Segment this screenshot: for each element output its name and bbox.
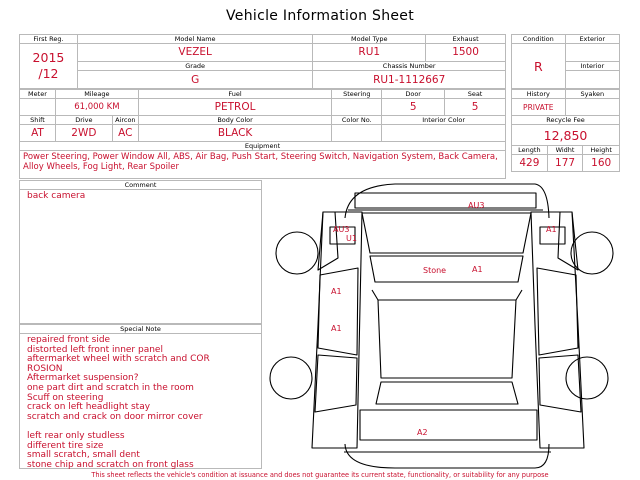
roof-panel-line bbox=[372, 290, 522, 300]
seat-value: 5 bbox=[445, 99, 506, 116]
mileage-value: 61,000 KM bbox=[55, 99, 138, 116]
front-grille-box bbox=[355, 193, 536, 208]
special-note-line: Aftermarket suspension? bbox=[27, 373, 139, 384]
width-value: 177 bbox=[547, 155, 583, 172]
special-note-line: one part dirt and scratch in the room bbox=[27, 382, 194, 393]
special-note-box bbox=[19, 324, 262, 469]
interior-value bbox=[565, 71, 619, 89]
special-note-line: stone chip and scratch on front glass bbox=[27, 459, 194, 470]
height-value: 160 bbox=[583, 155, 620, 172]
steering-label: Steering bbox=[332, 90, 382, 99]
damage-bottom: A2 bbox=[417, 428, 428, 437]
grade-label: Grade bbox=[77, 61, 312, 71]
length-value: 429 bbox=[512, 155, 548, 172]
car-damage-diagram bbox=[262, 180, 638, 470]
special-note-line: scratch and crack on door mirror cover bbox=[27, 411, 203, 422]
history-table bbox=[511, 89, 620, 172]
length-label: Length bbox=[512, 146, 548, 155]
seat-label: Seat bbox=[445, 90, 506, 99]
shift-value: AT bbox=[20, 125, 56, 142]
right-front-door bbox=[537, 268, 578, 355]
right-rear-door bbox=[539, 355, 581, 412]
condition-table bbox=[511, 34, 620, 89]
condition-value: R bbox=[512, 44, 566, 89]
damage-front-left-2: U1 bbox=[346, 234, 357, 243]
chassis-number-label: Chassis Number bbox=[313, 61, 506, 71]
color-no-value bbox=[332, 125, 382, 142]
aircon-label: Aircon bbox=[112, 116, 138, 125]
recycle-fee-value: 12,850 bbox=[512, 125, 620, 146]
damage-front-right: A1 bbox=[546, 225, 557, 234]
special-note-line: small scratch, small dent bbox=[27, 450, 140, 461]
fuel-label: Fuel bbox=[138, 90, 332, 99]
rear-glass bbox=[376, 382, 518, 404]
equipment-label: Equipment bbox=[20, 142, 506, 151]
model-name-label: Model Name bbox=[77, 35, 312, 44]
body-color-label: Body Color bbox=[138, 116, 332, 125]
door-label: Door bbox=[382, 90, 445, 99]
left-rear-door bbox=[315, 355, 357, 412]
exhaust-value: 1500 bbox=[426, 44, 506, 62]
special-note-line: repaired front side bbox=[27, 335, 111, 345]
disclaimer-footer: This sheet reflects the vehicle's condition at issuance and does not guarantee its current state, functionality, or suitability for any purpose bbox=[91, 471, 549, 479]
damage-windshield-stone: Stone bbox=[423, 266, 447, 275]
color-no-label: Color No. bbox=[332, 116, 382, 125]
meter-value bbox=[20, 99, 56, 116]
damage-windshield-a1: A1 bbox=[472, 265, 483, 274]
comment-box bbox=[19, 180, 262, 324]
condition-label: Condition bbox=[512, 35, 566, 44]
aircon-value: AC bbox=[112, 125, 138, 142]
door-value: 5 bbox=[382, 99, 445, 116]
damage-top: AU3 bbox=[468, 201, 485, 210]
recycle-fee-label: Recycle Fee bbox=[512, 116, 620, 125]
interior-color-label: Interior Color bbox=[382, 116, 506, 125]
syaken-label: Syaken bbox=[565, 90, 619, 99]
steering-value bbox=[332, 99, 382, 116]
vehicle-id-table bbox=[19, 34, 506, 89]
vehicle-spec-table bbox=[19, 89, 506, 179]
wheel-rear-right bbox=[566, 357, 608, 399]
exterior-label: Exterior bbox=[565, 35, 619, 44]
syaken-value bbox=[565, 99, 619, 116]
damage-front-left-1: AU3 bbox=[333, 225, 350, 234]
width-label: Widht bbox=[547, 146, 583, 155]
exhaust-label: Exhaust bbox=[426, 35, 506, 44]
model-name-value: VEZEL bbox=[77, 44, 312, 62]
special-note-line: different tire size bbox=[27, 440, 104, 451]
special-note-line: crack on left headlight stay bbox=[27, 402, 151, 413]
damage-left-rear-door: A1 bbox=[331, 324, 342, 333]
first-reg-year: 2015 bbox=[32, 50, 65, 65]
car-rear-outline bbox=[345, 444, 549, 468]
body-color-value: BLACK bbox=[138, 125, 332, 142]
drive-value: 2WD bbox=[55, 125, 112, 142]
page-title: Vehicle Information Sheet bbox=[226, 8, 414, 24]
meter-label: Meter bbox=[20, 90, 56, 99]
mileage-label: Mileage bbox=[55, 90, 138, 99]
first-reg-value bbox=[20, 44, 78, 89]
special-note-line: ROSION bbox=[27, 363, 63, 374]
interior-label: Interior bbox=[565, 61, 619, 71]
hood bbox=[362, 213, 531, 253]
special-note-line: Scuff on steering bbox=[27, 392, 104, 403]
grade-value: G bbox=[77, 71, 312, 89]
exterior-value bbox=[565, 44, 619, 62]
damage-left-front-door: A1 bbox=[331, 287, 342, 296]
comment-label: Comment bbox=[20, 181, 261, 190]
first-reg-label: First Reg. bbox=[20, 35, 78, 44]
roof bbox=[378, 300, 516, 378]
special-note-label: Special Note bbox=[20, 325, 261, 334]
chassis-number-value: RU1-1112667 bbox=[313, 71, 506, 89]
wheel-front-left bbox=[276, 232, 318, 274]
history-value: PRIVATE bbox=[512, 99, 566, 116]
history-label: History bbox=[512, 90, 566, 99]
special-note-line: aftermarket wheel with scratch and COR bbox=[27, 354, 210, 365]
drive-label: Drive bbox=[55, 116, 112, 125]
first-reg-month: /12 bbox=[38, 66, 59, 81]
shift-label: Shift bbox=[20, 116, 56, 125]
fuel-value: PETROL bbox=[138, 99, 332, 116]
wheel-rear-left bbox=[270, 357, 312, 399]
trunk bbox=[360, 410, 537, 440]
height-label: Height bbox=[583, 146, 620, 155]
equipment-text: Power Steering, Power Window All, ABS, Air Bag, Push Start, Steering Switch, Navigation System, Back Camera, Alloy Wheels, Fog Light, Rear Spoiler bbox=[23, 152, 498, 172]
interior-color-value bbox=[382, 125, 506, 142]
windshield bbox=[370, 256, 523, 282]
left-front-door bbox=[318, 268, 358, 355]
comment-text: back camera bbox=[27, 191, 86, 201]
special-note-line: left rear only studless bbox=[27, 430, 125, 441]
special-note-list bbox=[20, 334, 261, 470]
model-type-value: RU1 bbox=[313, 44, 426, 62]
special-note-line: distorted left front inner panel bbox=[27, 344, 163, 355]
model-type-label: Model Type bbox=[313, 35, 426, 44]
